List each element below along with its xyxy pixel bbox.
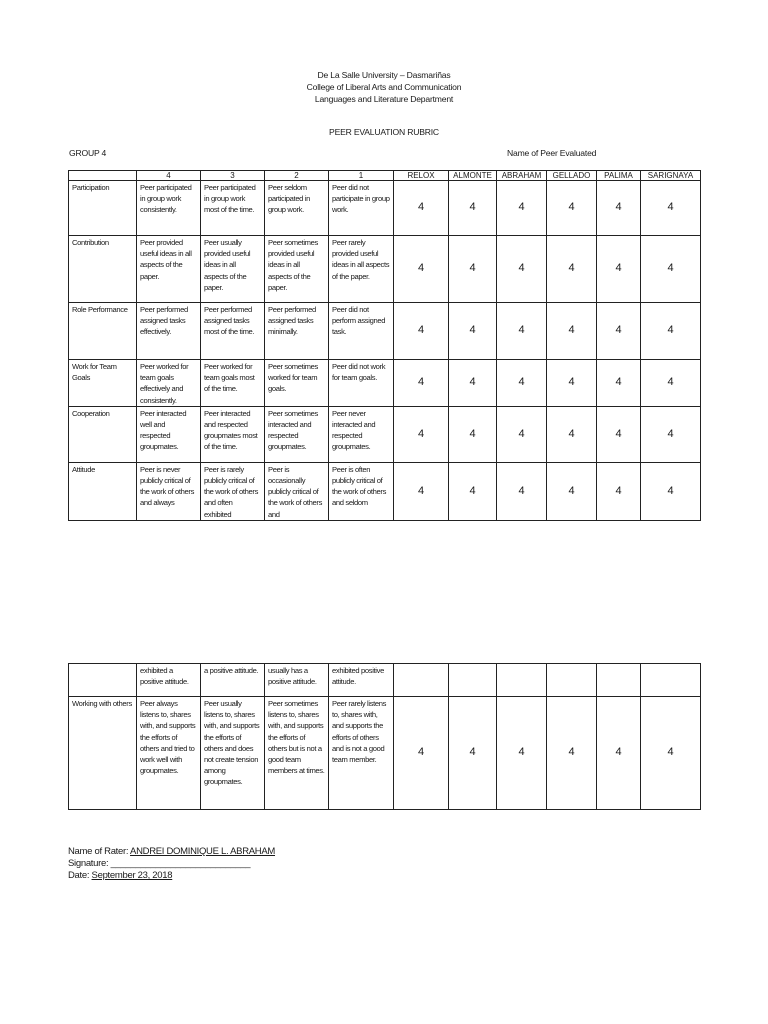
score-cell	[497, 664, 547, 697]
descriptor-2: Peer performed assigned tasks minimally.	[265, 303, 329, 360]
descriptor-3: Peer usually listens to, shares with, and supports the efforts of others and does not create tension among groupmates.	[201, 697, 265, 810]
signature-blank: ____________________________	[110, 858, 251, 869]
score-cell: 4	[394, 462, 449, 520]
signature-line	[68, 858, 250, 869]
signature-label: Signature:	[68, 858, 111, 869]
descriptor-4	[137, 462, 201, 520]
score-cell: 4	[641, 181, 701, 236]
descriptor-text: Peer is rarely publicly critical of the work of others and often exhibited	[204, 464, 259, 519]
score-cell: 4	[394, 406, 449, 462]
descriptor-3	[201, 462, 265, 520]
score-cell: 4	[394, 181, 449, 236]
descriptor-4: Peer performed assigned tasks effectively.	[137, 303, 201, 360]
score-cell: 4	[547, 236, 597, 303]
score-cell: 4	[497, 697, 547, 810]
header-scale-4: 4	[137, 171, 201, 181]
score-cell: 4	[449, 406, 497, 462]
descriptor-1: Peer rarely provided useful ideas in all aspects of the paper.	[329, 236, 394, 303]
college-name: College of Liberal Arts and Communication	[306, 82, 462, 92]
table-row	[69, 303, 701, 360]
descriptor-text: Peer is occasionally publicly critical of the work of others and	[268, 464, 323, 519]
header-peer-sarignaya: SARIGNAYA	[641, 171, 701, 181]
table-row	[69, 462, 701, 520]
descriptor-4: Peer always listens to, shares with, and supports the efforts of others and tried to work well with groupmates.	[137, 697, 201, 810]
descriptor-3: Peer worked for team goals most of the time.	[201, 360, 265, 407]
rater-line	[68, 846, 275, 857]
score-cell	[641, 664, 701, 697]
rubric-title: PEER EVALUATION RUBRIC	[329, 127, 439, 137]
score-cell: 4	[497, 406, 547, 462]
descriptor-3: Peer participated in group work most of the time.	[201, 181, 265, 236]
score-cell: 4	[449, 697, 497, 810]
descriptor-4: Peer worked for team goals effectively and consistently.	[137, 360, 201, 407]
score-cell: 4	[394, 303, 449, 360]
score-cell: 4	[449, 462, 497, 520]
table-header-row	[69, 171, 701, 181]
score-cell: 4	[394, 236, 449, 303]
score-cell: 4	[641, 697, 701, 810]
score-cell: 4	[449, 236, 497, 303]
date-line	[68, 870, 172, 881]
descriptor-2: Peer sometimes worked for team goals.	[265, 360, 329, 407]
descriptor-1: exhibited positive attitude.	[329, 664, 394, 697]
score-cell: 4	[449, 360, 497, 407]
score-cell	[394, 664, 449, 697]
name-evaluated-label: Name of Peer Evaluated	[507, 148, 597, 158]
score-cell: 4	[449, 303, 497, 360]
score-cell	[597, 664, 641, 697]
header-peer-almonte: ALMONTE	[449, 171, 497, 181]
date-value: September 23, 2018	[91, 870, 173, 881]
score-cell: 4	[597, 360, 641, 407]
descriptor-4: exhibited a positive attitude.	[137, 664, 201, 697]
rubric-table-continued	[68, 663, 701, 810]
score-cell: 4	[497, 360, 547, 407]
descriptor-1: Peer rarely listens to, shares with, and supports the efforts of others and is not a good team member.	[329, 697, 394, 810]
descriptor-2: Peer sometimes interacted and respected groupmates.	[265, 406, 329, 462]
descriptor-1: Peer never interacted and respected groupmates.	[329, 406, 394, 462]
department-name: Languages and Literature Department	[314, 94, 454, 104]
criterion-cell	[69, 664, 137, 697]
header-peer-palima: PALIMA	[597, 171, 641, 181]
score-cell: 4	[641, 303, 701, 360]
score-cell: 4	[497, 303, 547, 360]
table-row	[69, 664, 701, 697]
criterion-cell: Work for Team Goals	[69, 360, 137, 407]
header-scale-1: 1	[329, 171, 394, 181]
score-cell: 4	[547, 462, 597, 520]
score-cell: 4	[597, 697, 641, 810]
score-cell: 4	[641, 360, 701, 407]
table-row	[69, 181, 701, 236]
descriptor-1: Peer did not participate in group work.	[329, 181, 394, 236]
score-cell: 4	[449, 181, 497, 236]
score-cell: 4	[394, 360, 449, 407]
score-cell: 4	[547, 697, 597, 810]
header-scale-3: 3	[201, 171, 265, 181]
descriptor-2	[265, 462, 329, 520]
criterion-cell: Attitude	[69, 462, 137, 520]
descriptor-3: Peer interacted and respected groupmates most of the time.	[201, 406, 265, 462]
score-cell: 4	[547, 360, 597, 407]
score-cell: 4	[497, 181, 547, 236]
score-cell	[449, 664, 497, 697]
table-row	[69, 236, 701, 303]
score-cell: 4	[394, 697, 449, 810]
table-row	[69, 406, 701, 462]
descriptor-3: Peer usually provided useful ideas in all aspects of the paper.	[201, 236, 265, 303]
rater-name: ANDREI DOMINIQUE L. ABRAHAM	[130, 846, 276, 857]
score-cell	[547, 664, 597, 697]
descriptor-text: Peer is never publicly critical of the work of others and always	[140, 464, 195, 508]
criterion-cell: Cooperation	[69, 406, 137, 462]
descriptor-2: Peer sometimes listens to, shares with, and supports the efforts of others but is not a good team members at times.	[265, 697, 329, 810]
score-cell: 4	[597, 181, 641, 236]
date-label: Date:	[68, 870, 92, 881]
criterion-cell: Contribution	[69, 236, 137, 303]
score-cell: 4	[597, 406, 641, 462]
header-peer-relox: RELOX	[394, 171, 449, 181]
header-peer-abraham: ABRAHAM	[497, 171, 547, 181]
descriptor-2: usually has a positive attitude.	[265, 664, 329, 697]
descriptor-1	[329, 462, 394, 520]
university-name: De La Salle University – Dasmariñas	[317, 70, 451, 80]
header-scale-2: 2	[265, 171, 329, 181]
score-cell: 4	[547, 181, 597, 236]
criterion-cell: Role Performance	[69, 303, 137, 360]
score-cell: 4	[641, 462, 701, 520]
rubric-table	[68, 170, 701, 521]
score-cell: 4	[641, 236, 701, 303]
score-cell: 4	[597, 462, 641, 520]
criterion-cell: Working with others	[69, 697, 137, 810]
score-cell: 4	[641, 406, 701, 462]
group-label: GROUP 4	[69, 148, 107, 158]
descriptor-1: Peer did not perform assigned task.	[329, 303, 394, 360]
table-row	[69, 360, 701, 407]
descriptor-1: Peer did not work for team goals.	[329, 360, 394, 407]
descriptor-2: Peer sometimes provided useful ideas in all aspects of the paper.	[265, 236, 329, 303]
header-criterion-cell	[69, 171, 137, 181]
descriptor-4: Peer participated in group work consistently.	[137, 181, 201, 236]
header-peer-gellado: GELLADO	[547, 171, 597, 181]
table-row	[69, 697, 701, 810]
descriptor-4: Peer interacted well and respected groupmates.	[137, 406, 201, 462]
score-cell: 4	[547, 406, 597, 462]
rater-label: Name of Rater:	[68, 846, 131, 857]
descriptor-3: Peer performed assigned tasks most of the time.	[201, 303, 265, 360]
criterion-cell: Participation	[69, 181, 137, 236]
score-cell: 4	[597, 236, 641, 303]
score-cell: 4	[497, 462, 547, 520]
descriptor-text: Peer is often publicly critical of the work of others and seldom	[332, 464, 387, 508]
score-cell: 4	[497, 236, 547, 303]
descriptor-2: Peer seldom participated in group work.	[265, 181, 329, 236]
score-cell: 4	[547, 303, 597, 360]
descriptor-4: Peer provided useful ideas in all aspects of the paper.	[137, 236, 201, 303]
descriptor-3: a positive attitude.	[201, 664, 265, 697]
score-cell: 4	[597, 303, 641, 360]
